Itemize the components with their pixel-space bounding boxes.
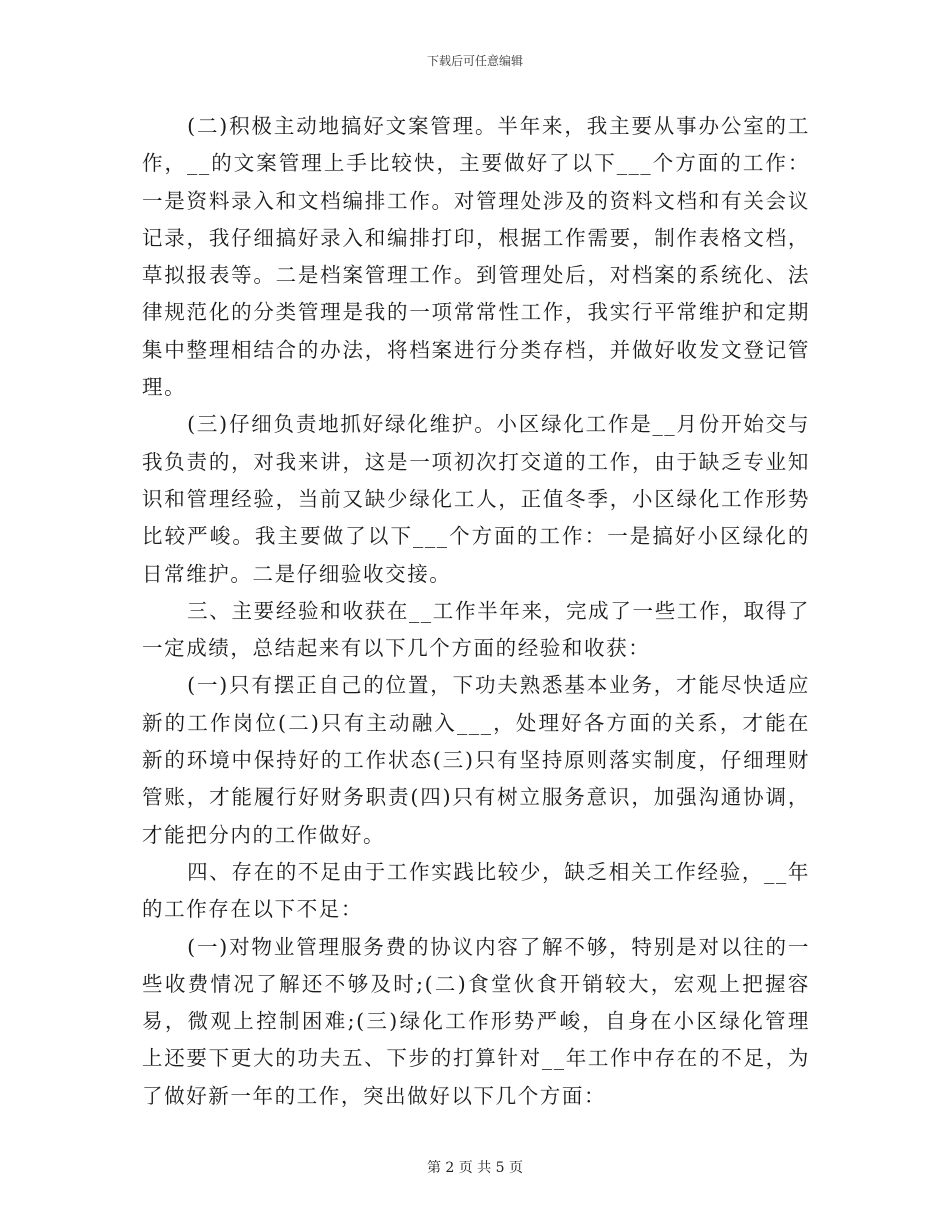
paragraph: (一)对物业管理服务费的协议内容了解不够，特别是对以往的一些收费情况了解还不够及时;(二)食堂伙食开销较大，宏观上把握容易，微观上控制困难;(三)绿化工作形势严峻，自身在小区绿化管理上还要下更大的功夫五、下步的打算针对__年工作中存在的不足，为了做好新一年的工作，突出做好以下几个方面： (142, 934, 810, 1108)
page-number: 第 2 页 共 5 页 (426, 1160, 524, 1176)
paragraph: (二)积极主动地搞好文案管理。半年来，我主要从事办公室的工作，__的文案管理上手比较快，主要做好了以下___个方面的工作：一是资料录入和文档编排工作。对管理处涉及的资料文档和有关会议记录，我仔细搞好录入和编排打印，根据工作需要，制作表格文档，草拟报表等。二是档案管理工作。到管理处后，对档案的系统化、法律规范化的分类管理是我的一项常常性工作，我实行平常维护和定期集中整理相结合的办法，将档案进行分类存档，并做好收发文登记管理。 (142, 114, 810, 400)
page-header: 下载后可任意编辑 (426, 54, 523, 68)
document-body (142, 108, 810, 1115)
paragraph: 三、主要经验和收获在__工作半年来，完成了一些工作，取得了一定成绩，总结起来有以下几个方面的经验和收获： (142, 598, 810, 661)
paragraph: (三)仔细负责地抓好绿化维护。小区绿化工作是__月份开始交与我负责的，对我来讲，这是一项初次打交道的工作，由于缺乏专业知识和管理经验，当前又缺少绿化工人，正值冬季，小区绿化工作形势比较严峻。我主要做了以下___个方面的工作：一是搞好小区绿化的日常维护。二是仔细验收交接。 (142, 412, 810, 586)
paragraph: (一)只有摆正自己的位置，下功夫熟悉基本业务，才能尽快适应新的工作岗位(二)只有主动融入___，处理好各方面的关系，才能在新的环境中保持好的工作状态(三)只有坚持原则落实制度，仔细理财管账，才能履行好财务职责(四)只有树立服务意识，加强沟通协调，才能把分内的工作做好。 (142, 673, 810, 847)
paragraph: 四、存在的不足由于工作实践比较少，缺乏相关工作经验，__年的工作存在以下不足： (142, 859, 810, 922)
